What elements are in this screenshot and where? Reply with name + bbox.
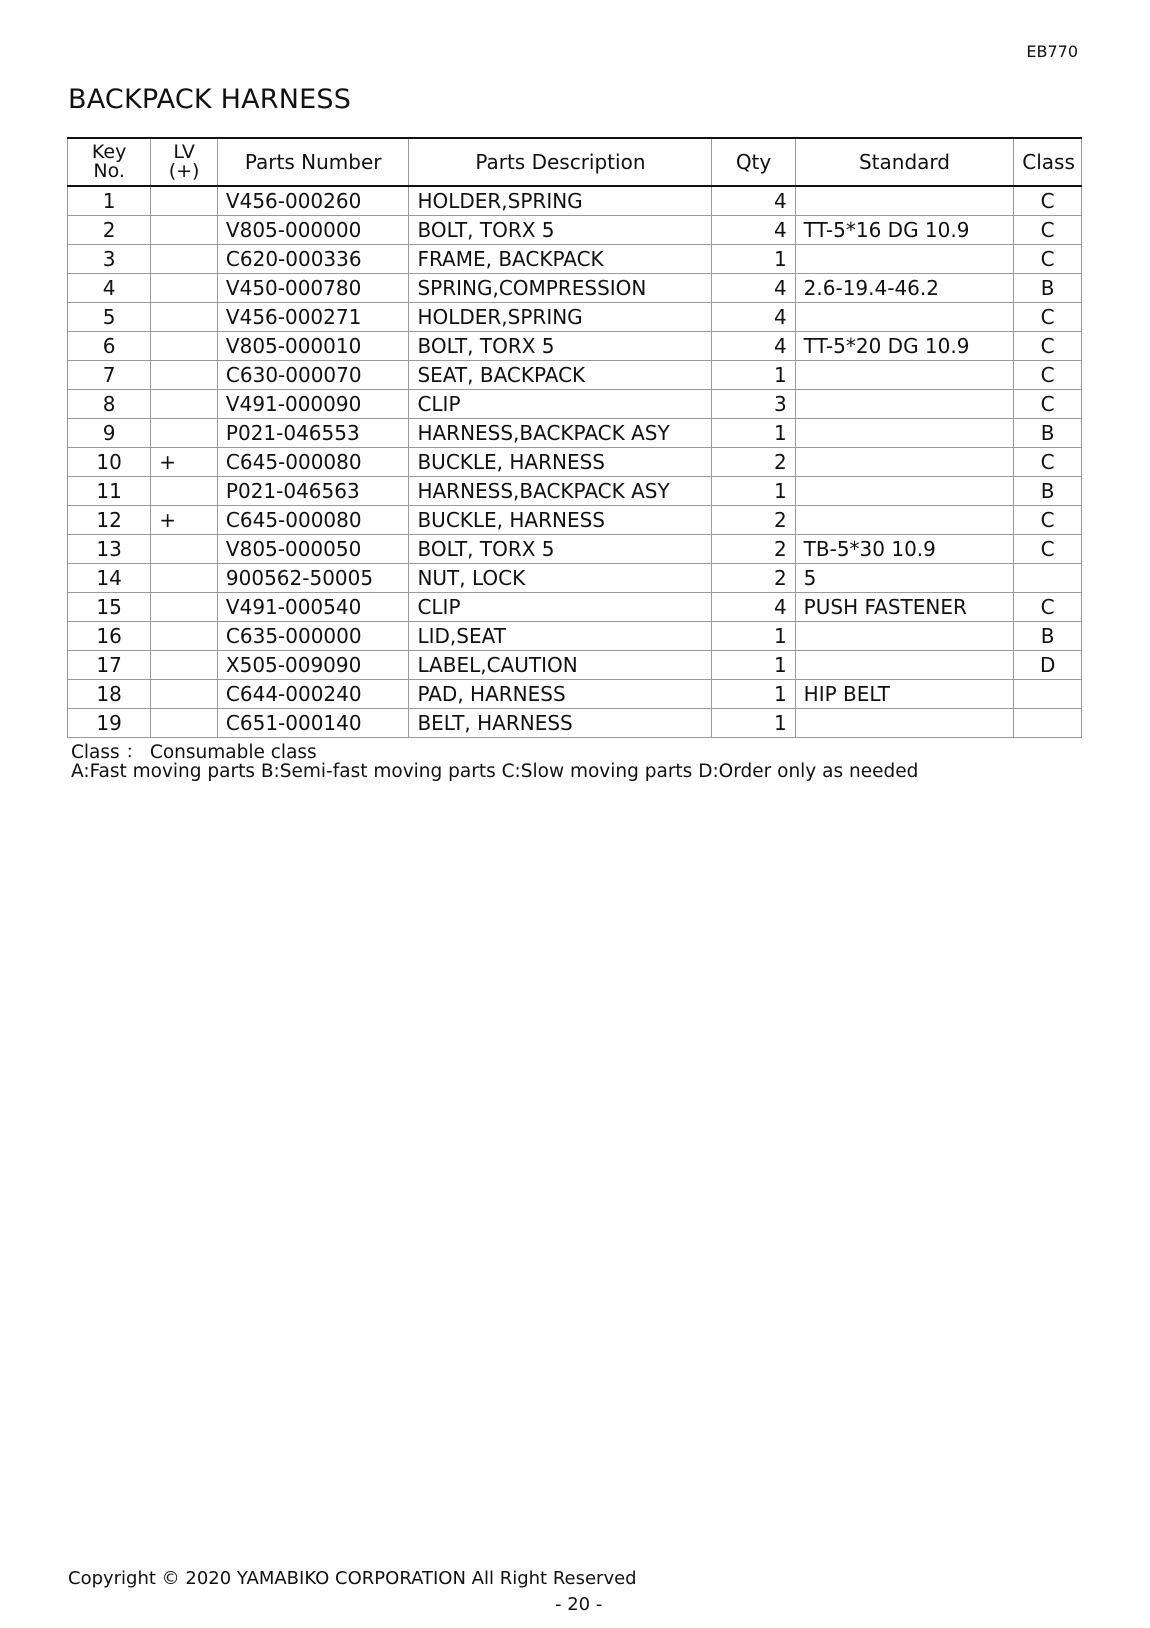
cell-class: C [1014, 506, 1082, 535]
cell-class: C [1014, 332, 1082, 361]
cell-part-number: C635-000000 [217, 622, 409, 651]
cell-part-number: V456-000260 [217, 186, 409, 216]
cell-qty: 4 [712, 186, 795, 216]
cell-class: C [1014, 448, 1082, 477]
cell-description: BOLT, TORX 5 [409, 535, 712, 564]
table-row [68, 593, 1082, 622]
cell-part-number: C651-000140 [217, 709, 409, 738]
cell-standard [795, 419, 1014, 448]
cell-standard [795, 448, 1014, 477]
cell-key: 8 [68, 390, 151, 419]
cell-class: C [1014, 216, 1082, 245]
cell-lv [151, 535, 218, 564]
cell-description: BUCKLE, HARNESS [409, 448, 712, 477]
cell-description: BUCKLE, HARNESS [409, 506, 712, 535]
cell-standard [795, 303, 1014, 332]
cell-qty: 1 [712, 245, 795, 274]
table-row [68, 361, 1082, 390]
column-header-lv [151, 138, 218, 186]
cell-part-number: V491-000090 [217, 390, 409, 419]
table-row [68, 564, 1082, 593]
cell-standard: HIP BELT [795, 680, 1014, 709]
cell-part-number: C645-000080 [217, 506, 409, 535]
cell-qty: 1 [712, 419, 795, 448]
table-row [68, 216, 1082, 245]
table-row [68, 622, 1082, 651]
cell-standard [795, 622, 1014, 651]
table-row [68, 332, 1082, 361]
cell-lv [151, 564, 218, 593]
cell-lv: + [151, 506, 218, 535]
class-legend [71, 743, 918, 781]
cell-lv [151, 680, 218, 709]
cell-standard [795, 651, 1014, 680]
cell-class: C [1014, 390, 1082, 419]
cell-qty: 4 [712, 593, 795, 622]
cell-part-number: 900562-50005 [217, 564, 409, 593]
cell-key: 18 [68, 680, 151, 709]
cell-key: 19 [68, 709, 151, 738]
column-header-lv-line2: (+) [168, 160, 200, 182]
cell-standard [795, 390, 1014, 419]
cell-qty: 1 [712, 709, 795, 738]
cell-qty: 2 [712, 535, 795, 564]
table-row [68, 303, 1082, 332]
cell-standard: TT-5*16 DG 10.9 [795, 216, 1014, 245]
cell-part-number: C620-000336 [217, 245, 409, 274]
cell-lv [151, 245, 218, 274]
cell-class: C [1014, 535, 1082, 564]
cell-qty: 1 [712, 680, 795, 709]
cell-description: BOLT, TORX 5 [409, 216, 712, 245]
column-header-standard: Standard [795, 138, 1014, 186]
cell-description: FRAME, BACKPACK [409, 245, 712, 274]
cell-description: CLIP [409, 593, 712, 622]
table-row [68, 506, 1082, 535]
cell-class: B [1014, 274, 1082, 303]
cell-key: 6 [68, 332, 151, 361]
cell-standard [795, 506, 1014, 535]
cell-standard [795, 186, 1014, 216]
cell-lv [151, 216, 218, 245]
column-header-parts-number: Parts Number [217, 138, 409, 186]
cell-part-number: C644-000240 [217, 680, 409, 709]
column-header-key [68, 138, 151, 186]
class-legend-definitions: A:Fast moving parts B:Semi-fast moving parts C:Slow moving parts D:Order only as needed [71, 761, 919, 782]
table-row [68, 651, 1082, 680]
cell-key: 7 [68, 361, 151, 390]
cell-class: D [1014, 651, 1082, 680]
cell-lv [151, 186, 218, 216]
column-header-description: Parts Description [409, 138, 712, 186]
cell-qty: 1 [712, 477, 795, 506]
cell-lv [151, 477, 218, 506]
cell-key: 12 [68, 506, 151, 535]
cell-description: SPRING,COMPRESSION [409, 274, 712, 303]
cell-class: B [1014, 419, 1082, 448]
cell-qty: 4 [712, 332, 795, 361]
page-title: BACKPACK HARNESS [68, 84, 352, 115]
cell-class: C [1014, 186, 1082, 216]
cell-key: 13 [68, 535, 151, 564]
cell-part-number: V491-000540 [217, 593, 409, 622]
cell-lv [151, 390, 218, 419]
cell-key: 16 [68, 622, 151, 651]
column-header-key-line1: Key [91, 141, 127, 163]
cell-description: HARNESS,BACKPACK ASY [409, 477, 712, 506]
cell-lv [151, 709, 218, 738]
cell-part-number: X505-009090 [217, 651, 409, 680]
cell-description: LID,SEAT [409, 622, 712, 651]
table-header-row [68, 138, 1082, 186]
cell-class: C [1014, 245, 1082, 274]
column-header-class: Class [1014, 138, 1082, 186]
cell-qty: 2 [712, 564, 795, 593]
cell-description: PAD, HARNESS [409, 680, 712, 709]
cell-lv: + [151, 448, 218, 477]
table-row [68, 274, 1082, 303]
cell-part-number: V450-000780 [217, 274, 409, 303]
table-row [68, 535, 1082, 564]
cell-lv [151, 303, 218, 332]
cell-class [1014, 709, 1082, 738]
cell-part-number: P021-046553 [217, 419, 409, 448]
cell-standard: PUSH FASTENER [795, 593, 1014, 622]
cell-qty: 3 [712, 390, 795, 419]
page-number: - 20 - [555, 1594, 603, 1615]
cell-standard: TB-5*30 10.9 [795, 535, 1014, 564]
cell-qty: 2 [712, 448, 795, 477]
cell-lv [151, 622, 218, 651]
cell-part-number: V456-000271 [217, 303, 409, 332]
cell-qty: 4 [712, 303, 795, 332]
table-row [68, 448, 1082, 477]
cell-description: CLIP [409, 390, 712, 419]
model-number: EB770 [1026, 42, 1078, 61]
cell-part-number: P021-046563 [217, 477, 409, 506]
cell-class [1014, 680, 1082, 709]
cell-key: 3 [68, 245, 151, 274]
parts-table [67, 137, 1082, 738]
cell-key: 1 [68, 186, 151, 216]
table-row [68, 680, 1082, 709]
cell-lv [151, 593, 218, 622]
cell-description: HOLDER,SPRING [409, 303, 712, 332]
cell-class: B [1014, 477, 1082, 506]
cell-lv [151, 651, 218, 680]
cell-part-number: V805-000050 [217, 535, 409, 564]
column-header-qty: Qty [712, 138, 795, 186]
cell-qty: 1 [712, 651, 795, 680]
copyright-notice: Copyright © 2020 YAMABIKO CORPORATION All Right Reserved [68, 1568, 637, 1589]
cell-description: BOLT, TORX 5 [409, 332, 712, 361]
table-row [68, 477, 1082, 506]
cell-standard [795, 477, 1014, 506]
cell-qty: 1 [712, 361, 795, 390]
cell-key: 5 [68, 303, 151, 332]
cell-qty: 1 [712, 622, 795, 651]
cell-standard [795, 709, 1014, 738]
cell-description: LABEL,CAUTION [409, 651, 712, 680]
cell-qty: 4 [712, 216, 795, 245]
cell-lv [151, 332, 218, 361]
cell-class: C [1014, 303, 1082, 332]
table-row [68, 390, 1082, 419]
cell-standard: 2.6-19.4-46.2 [795, 274, 1014, 303]
cell-key: 4 [68, 274, 151, 303]
cell-part-number: C645-000080 [217, 448, 409, 477]
cell-standard: TT-5*20 DG 10.9 [795, 332, 1014, 361]
cell-key: 14 [68, 564, 151, 593]
cell-part-number: C630-000070 [217, 361, 409, 390]
column-header-key-line2: No. [93, 160, 125, 182]
table-row [68, 419, 1082, 448]
column-header-lv-line1: LV [173, 141, 195, 163]
cell-standard [795, 245, 1014, 274]
cell-description: SEAT, BACKPACK [409, 361, 712, 390]
cell-class: C [1014, 361, 1082, 390]
cell-standard: 5 [795, 564, 1014, 593]
parts-table-body [68, 186, 1082, 738]
cell-key: 17 [68, 651, 151, 680]
class-legend-title: Class ： Consumable class [71, 742, 317, 763]
cell-part-number: V805-000010 [217, 332, 409, 361]
cell-key: 15 [68, 593, 151, 622]
cell-lv [151, 361, 218, 390]
cell-lv [151, 274, 218, 303]
cell-class: B [1014, 622, 1082, 651]
cell-description: HOLDER,SPRING [409, 186, 712, 216]
cell-description: BELT, HARNESS [409, 709, 712, 738]
cell-key: 10 [68, 448, 151, 477]
cell-class: C [1014, 593, 1082, 622]
cell-key: 2 [68, 216, 151, 245]
table-row [68, 186, 1082, 216]
cell-standard [795, 361, 1014, 390]
cell-key: 9 [68, 419, 151, 448]
cell-part-number: V805-000000 [217, 216, 409, 245]
cell-key: 11 [68, 477, 151, 506]
cell-class [1014, 564, 1082, 593]
cell-qty: 4 [712, 274, 795, 303]
table-row [68, 709, 1082, 738]
table-row [68, 245, 1082, 274]
cell-qty: 2 [712, 506, 795, 535]
cell-lv [151, 419, 218, 448]
cell-description: HARNESS,BACKPACK ASY [409, 419, 712, 448]
cell-description: NUT, LOCK [409, 564, 712, 593]
